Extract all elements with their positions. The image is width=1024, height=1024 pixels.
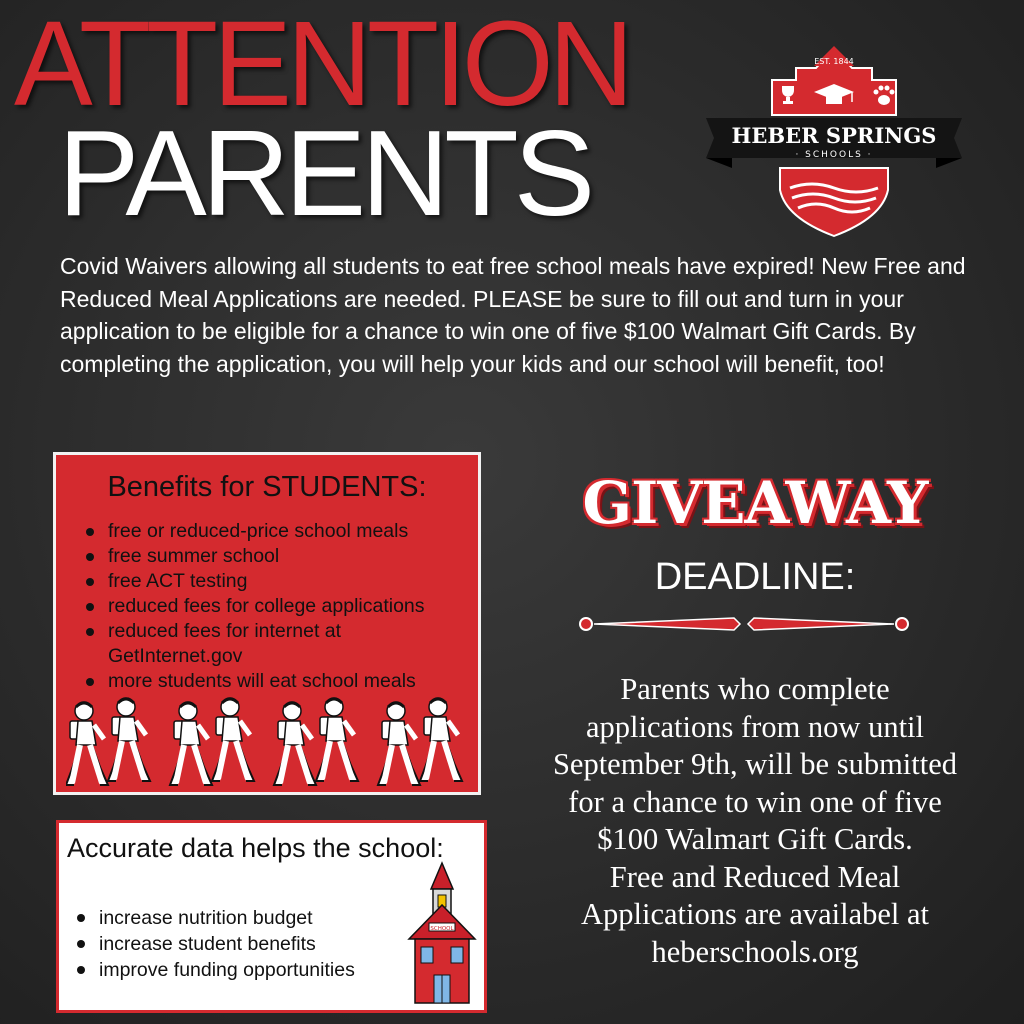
schoolhouse-sign: SCHOOL — [430, 926, 454, 932]
heber-springs-schools-logo — [702, 40, 966, 240]
list-item: more students will eat school meals — [86, 669, 428, 694]
decorative-divider — [574, 610, 914, 638]
trophy-icon — [782, 86, 794, 104]
students-benefits-title: Benefits for STUDENTS: — [107, 471, 427, 503]
headline-parents: PARENTS — [58, 105, 591, 241]
list-item: free or reduced-price school meals — [86, 519, 428, 544]
giveaway-line: $100 Walmart Gift Cards. — [597, 822, 913, 856]
walking-students-illustration — [66, 695, 471, 790]
students-benefits-list — [86, 519, 428, 694]
list-item: free ACT testing — [86, 569, 428, 594]
deadline-label: DEADLINE: — [654, 556, 856, 598]
list-item: increase nutrition budget — [77, 905, 355, 931]
giveaway-details — [505, 671, 1005, 971]
logo-name: HEBER SPRINGS — [731, 123, 937, 148]
list-item: increase student benefits — [77, 931, 355, 957]
giveaway-line: Free and Reduced Meal — [609, 859, 901, 894]
list-item: reduced fees for internet at GetInternet.gov — [86, 619, 428, 669]
intro-text: Covid Waivers allowing all students to eat free school meals have expired! New Free and Reduced Meal Applications are needed. PLEASE be sure to fill out and turn in your application to be eligible for a chance to win one of five $100 Walmart Gift Cards. By completing the application, you will help your kids and our school will benefit, too! — [60, 253, 966, 377]
headline-attention: ATTENTION — [14, 0, 629, 132]
giveaway-line: Parents who complete — [620, 672, 890, 706]
school-benefits-list — [77, 905, 355, 983]
logo-established: EST. 1844 — [814, 57, 854, 66]
list-item: improve funding opportunities — [77, 957, 355, 983]
giveaway-title: GIVEAWAY — [582, 469, 928, 537]
schoolhouse-icon — [407, 861, 477, 1006]
logo-subtitle: · SCHOOLS · — [795, 150, 873, 160]
giveaway-line: Applications are availabel at — [580, 897, 930, 931]
giveaway-line: September 9th, will be submitted — [552, 747, 958, 781]
list-item: reduced fees for college applications — [86, 594, 428, 619]
giveaway-line: applications from now until — [586, 709, 924, 744]
list-item: free summer school — [86, 544, 428, 569]
students-benefits-box — [53, 452, 481, 795]
giveaway-line: for a chance to win one of five — [568, 784, 942, 819]
school-benefits-box — [56, 820, 487, 1013]
giveaway-website[interactable]: heberschools.org — [651, 934, 859, 969]
school-benefits-title: Accurate data helps the school: — [67, 833, 444, 863]
